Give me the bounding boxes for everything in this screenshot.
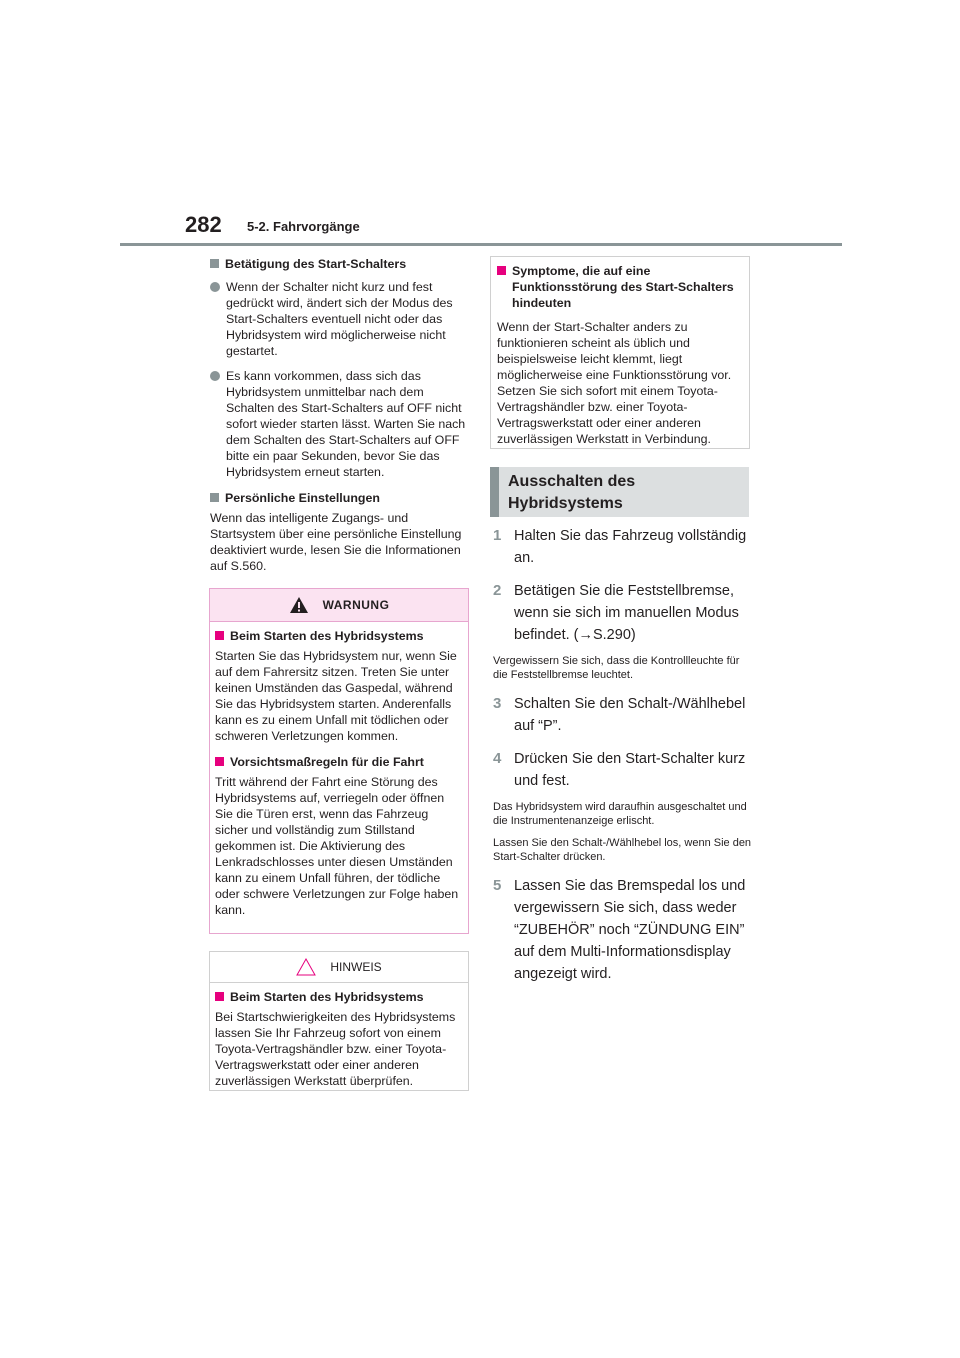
square-bullet-icon	[210, 259, 219, 268]
symptom-box	[490, 256, 750, 449]
step-item: 3 Schalten Sie den Schalt-/Wählhebel auf “P”.	[493, 695, 746, 734]
round-bullet-icon	[210, 282, 220, 292]
symptom-heading: Symptome, die auf eine Funktionsstörung des Start-Schalters hindeuten	[497, 263, 743, 311]
heading-start-switch: Betätigung des Start-Schalters	[210, 256, 470, 272]
warning-box	[209, 588, 469, 934]
step-item: 5 Lassen Sie das Bremspedal los und vergewissern Sie sich, dass weder “ZUBEHÖR” noch “ZÜNDUNG EIN” auf dem Multi-Informationsdisplay angezeigt wird.	[493, 877, 746, 982]
step-note: Vergewissern Sie sich, dass die Kontrollleuchte für die Feststellbremse leuchtet.	[493, 655, 740, 681]
notice-header	[210, 952, 468, 983]
step-item: 1 Halten Sie das Fahrzeug vollständig an.	[493, 527, 747, 566]
square-bullet-icon	[210, 493, 219, 502]
notice-heading: Beim Starten des Hybridsystems	[215, 989, 463, 1005]
personal-settings-text: Wenn das intelligente Zugangs- und Startsystem über eine persönliche Einstellung deaktiviert wurde, lesen Sie die Informationen auf S.560.	[210, 511, 462, 573]
square-bullet-icon	[497, 266, 506, 275]
section-heading-box	[490, 467, 749, 517]
heading-personal-settings: Persönliche Einstellungen	[210, 490, 470, 506]
step-note: Das Hybridsystem wird daraufhin ausgeschaltet und die Instrumentenanzeige erlischt.	[493, 801, 747, 827]
warning-heading-start: Beim Starten des Hybridsystems	[215, 628, 463, 644]
bullet-item: Wenn der Schalter nicht kurz und fest gedrückt wird, ändert sich der Modus des Start-Schalters eventuell nicht oder das Hybridsystem wird möglicherweise nicht gestartet.	[210, 279, 470, 359]
header-divider	[120, 243, 842, 246]
section-title: 5-2. Fahrvorgänge	[247, 219, 360, 234]
square-bullet-icon	[215, 992, 224, 1001]
notice-label: HINWEIS	[330, 960, 382, 974]
warning-header	[210, 589, 468, 622]
left-column	[210, 256, 470, 574]
step-item: 4 Drücken Sie den Start-Schalter kurz und fest.	[493, 750, 746, 789]
bullet-item: Es kann vorkommen, dass sich das Hybridsystem unmittelbar nach dem Schalten des Start-Schalters auf OFF nicht sofort wieder starten lässt. Warten Sie nach dem Schalten des Start-Schalters auf OFF bitte ein paar Sekunden, bevor Sie das Hybridsystem erneut starten.	[210, 368, 470, 480]
step-item: 2 Betätigen Sie die Feststellbremse, wenn sie sich im manuellen Modus befindet. (→S.290)	[493, 582, 739, 643]
step-note: Lassen Sie den Schalt-/Wählhebel los, wenn Sie den Start-Schalter drücken.	[493, 837, 752, 863]
warning-heading-driving: Vorsichtsmaßregeln für die Fahrt	[215, 754, 463, 770]
caution-triangle-icon	[296, 958, 316, 976]
page-number: 282	[185, 212, 222, 237]
square-bullet-icon	[215, 757, 224, 766]
section-heading: Ausschalten des Hybridsystems	[508, 473, 636, 512]
round-bullet-icon	[210, 371, 220, 381]
notice-body: Beim Starten des Hybridsystems Bei Startschwierigkeiten des Hybridsystems lassen Sie Ihr Fahrzeug sofort von einem Toyota-Vertragshändler bzw. einer Toyota-Vertragswerkstatt oder einer anderen zuverlässigen Werkstatt überprüfen.	[210, 983, 468, 1097]
steps-list	[493, 514, 753, 985]
warning-body: Beim Starten des Hybridsystems Starten Sie das Hybridsystem nur, wenn Sie auf dem Fahrersitz sitzen. Treten Sie unter keinen Umständen das Gaspedal, während Sie das Hybridsystem starten. Anderenfalls kann es zu einem Unfall mit tödlichen oder schweren Verletzungen kommen. Vorsichtsmaßregeln für die Fahrt Tritt während der Fahrt eine Störung des Hybridsystems auf, verriegeln oder öffnen Sie die Türen erst, wenn das Fahrzeug sicher und vollständig zum Stillstand gekommen ist. Die Aktivierung des Lenkradschlosses unter diesen Umständen kann zu einem Unfall führen, der tödliche oder schwere Verletzungen zur Folge haben kann.	[210, 622, 468, 926]
symptom-body: Symptome, die auf eine Funktionsstörung des Start-Schalters hindeuten Wenn der Start-Schalter anders zu funktionieren scheint als üblich und beispielsweise leicht klemmt, liegt möglicherweise eine Funktionsstörung vor. Setzen Sie sich sofort mit einem Toyota-Vertragshändler bzw. einer Toyota-Vertragswerkstatt oder einer anderen zuverlässigen Werkstatt in Verbindung.	[491, 257, 749, 453]
warning-triangle-icon	[289, 596, 309, 614]
notice-box	[209, 951, 469, 1091]
warning-label: WARNUNG	[322, 598, 390, 612]
square-bullet-icon	[215, 631, 224, 640]
